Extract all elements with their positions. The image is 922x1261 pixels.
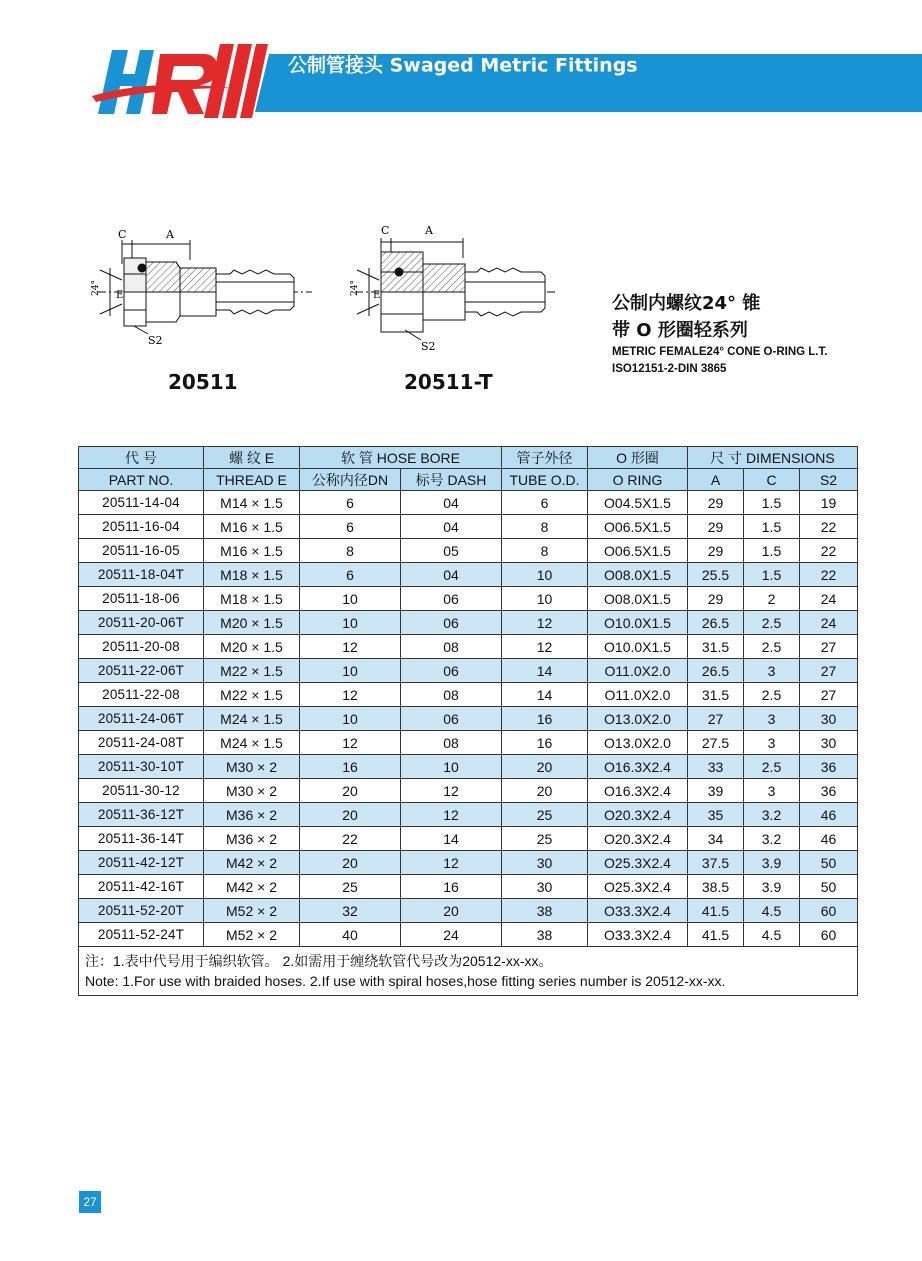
table-row	[79, 563, 858, 587]
cell-dim-c: 4.5	[744, 923, 800, 947]
cell-dim-s2: 46	[800, 827, 858, 851]
header-thread-en: THREAD E	[204, 469, 300, 491]
cell-dash: 06	[401, 587, 502, 611]
cell-dim-a: 41.5	[688, 899, 744, 923]
dim-label-a: A	[166, 228, 174, 241]
cell-dim-s2: 22	[800, 539, 858, 563]
dim-label-s2: S2	[421, 340, 436, 353]
cell-dim-a: 29	[688, 587, 744, 611]
cell-part-no: 20511-30-12	[79, 779, 204, 803]
header-tube-cn: 管子外径	[502, 447, 588, 469]
spec-table	[78, 446, 858, 996]
header-dim-a: A	[688, 469, 744, 491]
cell-thread: M24 × 1.5	[204, 707, 300, 731]
header-thread-cn: 螺 纹 E	[204, 447, 300, 469]
cell-o-ring: O20.3X2.4	[588, 827, 688, 851]
cell-dim-c: 3.9	[744, 851, 800, 875]
dim-label-a: A	[425, 224, 433, 237]
note-cn: 注：1.表中代号用于编织软管。 2.如需用于缠绕软管代号改为20512-xx-xx。	[85, 953, 553, 969]
table-notes	[79, 947, 858, 996]
cell-o-ring: O08.0X1.5	[588, 563, 688, 587]
cell-tube-od: 38	[502, 923, 588, 947]
cell-dash: 08	[401, 683, 502, 707]
cell-dim-c: 4.5	[744, 899, 800, 923]
cell-tube-od: 8	[502, 539, 588, 563]
cell-dim-a: 39	[688, 779, 744, 803]
cell-part-no: 20511-18-06	[79, 587, 204, 611]
cell-dim-c: 2.5	[744, 635, 800, 659]
cell-part-no: 20511-22-06T	[79, 659, 204, 683]
cell-tube-od: 8	[502, 515, 588, 539]
cell-dn: 25	[300, 875, 401, 899]
cell-dim-a: 31.5	[688, 683, 744, 707]
cell-dim-c: 3	[744, 731, 800, 755]
cell-dash: 05	[401, 539, 502, 563]
header-tube-en: TUBE O.D.	[502, 469, 588, 491]
cell-dim-a: 26.5	[688, 611, 744, 635]
dim-label-c: C	[118, 228, 127, 241]
cell-tube-od: 38	[502, 899, 588, 923]
dim-label-angle: 24°	[350, 280, 360, 296]
cell-dn: 32	[300, 899, 401, 923]
table-row	[79, 587, 858, 611]
cell-dim-s2: 36	[800, 779, 858, 803]
cell-o-ring: O06.5X1.5	[588, 539, 688, 563]
cell-dim-a: 38.5	[688, 875, 744, 899]
cell-tube-od: 16	[502, 731, 588, 755]
cell-tube-od: 10	[502, 563, 588, 587]
cell-part-no: 20511-42-12T	[79, 851, 204, 875]
cell-part-no: 20511-16-04	[79, 515, 204, 539]
cell-dim-a: 34	[688, 827, 744, 851]
fitting-code-20511: 20511	[168, 370, 238, 394]
cell-dim-a: 25.5	[688, 563, 744, 587]
page-number: 27	[79, 1191, 101, 1213]
cell-thread: M52 × 2	[204, 899, 300, 923]
cell-thread: M14 × 1.5	[204, 491, 300, 515]
cell-o-ring: O13.0X2.0	[588, 707, 688, 731]
cell-part-no: 20511-36-14T	[79, 827, 204, 851]
cell-dim-c: 1.5	[744, 491, 800, 515]
cell-dash: 06	[401, 611, 502, 635]
cell-tube-od: 14	[502, 683, 588, 707]
cell-dim-s2: 24	[800, 611, 858, 635]
note-en: Note: 1.For use with braided hoses. 2.If use with spiral hoses,hose fitting series number is 20512-xx-xx.	[85, 973, 726, 989]
cell-dim-s2: 36	[800, 755, 858, 779]
product-description	[612, 290, 827, 378]
cell-dash: 04	[401, 515, 502, 539]
cell-dim-c: 2.5	[744, 755, 800, 779]
cell-thread: M18 × 1.5	[204, 563, 300, 587]
table-row	[79, 875, 858, 899]
cell-dash: 08	[401, 731, 502, 755]
cell-dim-a: 27.5	[688, 731, 744, 755]
cell-dim-a: 27	[688, 707, 744, 731]
cell-dn: 10	[300, 611, 401, 635]
cell-dn: 20	[300, 851, 401, 875]
cell-dn: 10	[300, 587, 401, 611]
header-oring-en: O RING	[588, 469, 688, 491]
cell-thread: M30 × 2	[204, 755, 300, 779]
cell-dn: 10	[300, 707, 401, 731]
cell-dim-s2: 30	[800, 731, 858, 755]
cell-o-ring: O06.5X1.5	[588, 515, 688, 539]
cell-o-ring: O10.0X1.5	[588, 635, 688, 659]
cell-dim-a: 29	[688, 491, 744, 515]
cell-dn: 8	[300, 539, 401, 563]
cell-dn: 6	[300, 515, 401, 539]
cell-dim-a: 26.5	[688, 659, 744, 683]
cell-thread: M22 × 1.5	[204, 659, 300, 683]
cell-dash: 12	[401, 779, 502, 803]
cell-part-no: 20511-42-16T	[79, 875, 204, 899]
cell-dash: 06	[401, 659, 502, 683]
cell-part-no: 20511-22-08	[79, 683, 204, 707]
cell-part-no: 20511-24-08T	[79, 731, 204, 755]
cell-part-no: 20511-20-08	[79, 635, 204, 659]
cell-dash: 06	[401, 707, 502, 731]
cell-dn: 12	[300, 635, 401, 659]
cell-o-ring: O04.5X1.5	[588, 491, 688, 515]
header-oring-cn: O 形圈	[588, 447, 688, 469]
cell-dim-a: 37.5	[688, 851, 744, 875]
cell-tube-od: 12	[502, 635, 588, 659]
cell-o-ring: O10.0X1.5	[588, 611, 688, 635]
cell-o-ring: O33.3X2.4	[588, 899, 688, 923]
cell-part-no: 20511-30-10T	[79, 755, 204, 779]
cell-dim-c: 3.2	[744, 803, 800, 827]
fitting-drawing-20511-t	[345, 222, 565, 357]
cell-dim-c: 3	[744, 779, 800, 803]
cell-o-ring: O33.3X2.4	[588, 923, 688, 947]
cell-dim-s2: 30	[800, 707, 858, 731]
cell-dim-s2: 50	[800, 851, 858, 875]
page-title: 公制管接头 Swaged Metric Fittings	[288, 54, 638, 77]
header-dn: 公称内径DN	[300, 469, 401, 491]
cell-dn: 10	[300, 659, 401, 683]
cell-thread: M30 × 2	[204, 779, 300, 803]
cell-dash: 14	[401, 827, 502, 851]
cell-dim-c: 1.5	[744, 515, 800, 539]
cell-tube-od: 16	[502, 707, 588, 731]
cell-dim-a: 41.5	[688, 923, 744, 947]
company-logo	[92, 44, 277, 118]
dim-label-angle: 24°	[91, 280, 101, 296]
cell-o-ring: O11.0X2.0	[588, 659, 688, 683]
cell-dn: 12	[300, 731, 401, 755]
cell-thread: M36 × 2	[204, 827, 300, 851]
cell-thread: M42 × 2	[204, 875, 300, 899]
cell-thread: M18 × 1.5	[204, 587, 300, 611]
header-dash: 标号 DASH	[401, 469, 502, 491]
cell-dim-s2: 27	[800, 659, 858, 683]
cell-dn: 6	[300, 491, 401, 515]
cell-tube-od: 25	[502, 827, 588, 851]
table-row	[79, 491, 858, 515]
cell-dim-c: 1.5	[744, 539, 800, 563]
cell-dash: 24	[401, 923, 502, 947]
cell-part-no: 20511-36-12T	[79, 803, 204, 827]
cell-tube-od: 12	[502, 611, 588, 635]
cell-part-no: 20511-16-05	[79, 539, 204, 563]
cell-dn: 6	[300, 563, 401, 587]
cell-dim-c: 3.9	[744, 875, 800, 899]
header-dimensions: 尺 寸 DIMENSIONS	[688, 447, 858, 469]
cell-dim-c: 2.5	[744, 683, 800, 707]
cell-thread: M42 × 2	[204, 851, 300, 875]
cell-o-ring: O16.3X2.4	[588, 755, 688, 779]
cell-o-ring: O25.3X2.4	[588, 851, 688, 875]
cell-tube-od: 14	[502, 659, 588, 683]
dim-label-e: E	[373, 290, 381, 301]
cell-dn: 20	[300, 803, 401, 827]
cell-o-ring: O08.0X1.5	[588, 587, 688, 611]
cell-dim-a: 29	[688, 515, 744, 539]
cell-dash: 16	[401, 875, 502, 899]
cell-tube-od: 30	[502, 851, 588, 875]
cell-dim-c: 2	[744, 587, 800, 611]
description-en-line1: METRIC FEMALE24° CONE O-RING L.T.	[612, 346, 828, 358]
table-row	[79, 923, 858, 947]
cell-dim-s2: 27	[800, 683, 858, 707]
cell-tube-od: 30	[502, 875, 588, 899]
table-row	[79, 707, 858, 731]
spec-table-body	[79, 491, 858, 947]
header-part-cn: 代 号	[79, 447, 204, 469]
cell-thread: M24 × 1.5	[204, 731, 300, 755]
cell-dash: 04	[401, 563, 502, 587]
table-row	[79, 803, 858, 827]
fitting-drawing-20511	[80, 222, 320, 357]
dim-label-c: C	[381, 224, 390, 237]
cell-dim-c: 1.5	[744, 563, 800, 587]
cell-dn: 12	[300, 683, 401, 707]
table-row	[79, 683, 858, 707]
cell-thread: M36 × 2	[204, 803, 300, 827]
table-row	[79, 611, 858, 635]
cell-dim-s2: 24	[800, 587, 858, 611]
cell-dim-c: 2.5	[744, 611, 800, 635]
cell-dash: 04	[401, 491, 502, 515]
cell-tube-od: 6	[502, 491, 588, 515]
table-row	[79, 539, 858, 563]
cell-dash: 12	[401, 851, 502, 875]
cell-thread: M20 × 1.5	[204, 635, 300, 659]
cell-thread: M16 × 1.5	[204, 539, 300, 563]
fitting-code-20511-t: 20511-T	[404, 370, 493, 394]
cell-dash: 10	[401, 755, 502, 779]
cell-dim-a: 33	[688, 755, 744, 779]
description-cn-line2: 带 O 形圈轻系列	[612, 320, 748, 341]
cell-dim-c: 3	[744, 707, 800, 731]
cell-dim-s2: 46	[800, 803, 858, 827]
table-row	[79, 635, 858, 659]
cell-part-no: 20511-24-06T	[79, 707, 204, 731]
cell-dim-c: 3	[744, 659, 800, 683]
cell-thread: M22 × 1.5	[204, 683, 300, 707]
header-hose-bore: 软 管 HOSE BORE	[300, 447, 502, 469]
cell-thread: M20 × 1.5	[204, 611, 300, 635]
cell-part-no: 20511-52-24T	[79, 923, 204, 947]
cell-tube-od: 10	[502, 587, 588, 611]
cell-o-ring: O13.0X2.0	[588, 731, 688, 755]
table-row	[79, 515, 858, 539]
cell-tube-od: 20	[502, 779, 588, 803]
cell-tube-od: 20	[502, 755, 588, 779]
table-row	[79, 779, 858, 803]
cell-dash: 08	[401, 635, 502, 659]
cell-o-ring: O25.3X2.4	[588, 875, 688, 899]
cell-dim-s2: 50	[800, 875, 858, 899]
cell-dim-s2: 22	[800, 515, 858, 539]
cell-dim-a: 29	[688, 539, 744, 563]
cell-dn: 22	[300, 827, 401, 851]
cell-dim-s2: 27	[800, 635, 858, 659]
cell-dim-s2: 19	[800, 491, 858, 515]
table-row	[79, 851, 858, 875]
cell-dim-a: 35	[688, 803, 744, 827]
description-en-line2: ISO12151-2-DIN 3865	[612, 363, 727, 375]
cell-dn: 16	[300, 755, 401, 779]
header-dim-c: C	[744, 469, 800, 491]
dim-label-e: E	[116, 290, 124, 301]
table-row	[79, 659, 858, 683]
cell-dn: 20	[300, 779, 401, 803]
table-row	[79, 755, 858, 779]
table-row	[79, 899, 858, 923]
cell-part-no: 20511-14-04	[79, 491, 204, 515]
table-row	[79, 731, 858, 755]
cell-thread: M16 × 1.5	[204, 515, 300, 539]
table-row	[79, 827, 858, 851]
description-cn-line1: 公制内螺纹24° 锥	[612, 293, 761, 314]
cell-dim-s2: 22	[800, 563, 858, 587]
dim-label-s2: S2	[148, 334, 163, 347]
cell-part-no: 20511-52-20T	[79, 899, 204, 923]
cell-dim-s2: 60	[800, 923, 858, 947]
cell-thread: M52 × 2	[204, 923, 300, 947]
cell-dim-c: 3.2	[744, 827, 800, 851]
cell-dim-a: 31.5	[688, 635, 744, 659]
cell-dash: 12	[401, 803, 502, 827]
cell-dn: 40	[300, 923, 401, 947]
cell-dash: 20	[401, 899, 502, 923]
cell-dim-s2: 60	[800, 899, 858, 923]
cell-part-no: 20511-20-06T	[79, 611, 204, 635]
header-dim-s2: S2	[800, 469, 858, 491]
header-part-en: PART NO.	[79, 469, 204, 491]
cell-o-ring: O20.3X2.4	[588, 803, 688, 827]
cell-o-ring: O11.0X2.0	[588, 683, 688, 707]
cell-o-ring: O16.3X2.4	[588, 779, 688, 803]
cell-tube-od: 25	[502, 803, 588, 827]
cell-part-no: 20511-18-04T	[79, 563, 204, 587]
